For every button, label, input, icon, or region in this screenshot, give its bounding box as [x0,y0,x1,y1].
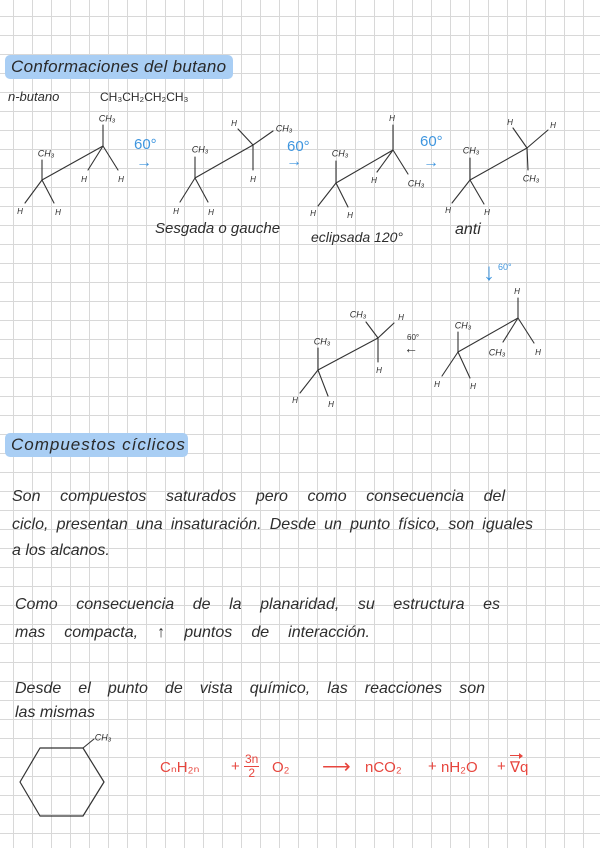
fraction-denominator: 2 [248,766,256,780]
sawhorse-projection-anti [445,118,556,217]
paragraph-line: ciclo, presentan una insaturación. Desde un punto físico, son iguales [12,516,533,533]
hydrogen-bond [527,130,548,148]
hydrogen-label: H [389,114,395,124]
sawhorse-projection-gauche [173,119,293,217]
hydrogen-bond [442,352,458,376]
sawhorse-projection-lower-left [292,309,404,409]
paragraph-line: Desde el punto de vista químico, las reacciones son [15,680,485,697]
hydrogen-label: H [55,208,61,218]
hydrogen-bond [378,323,394,338]
hydrogen-label: H [398,313,404,323]
combustion-product-water: nH₂O [441,759,478,776]
rotation-angle-label: 60° [420,133,443,150]
ring-methyl-bond [83,739,94,748]
plus-sign: + [428,758,437,775]
plus-sign: + [497,758,506,775]
rotation-arrow-right: → [286,153,302,170]
methyl-label: CH₃ [98,113,116,124]
methyl-label: CH₃ [313,336,331,347]
conformation-name-anti: anti [455,221,481,238]
hydrogen-label: H [470,382,476,392]
hydrogen-label: H [208,208,214,218]
hydrogen-bond [452,180,470,203]
methyl-label: CH₃ [488,347,506,358]
section-heading-cyclic-compounds: Compuestos cíclicos [5,433,188,457]
hydrogen-bond [103,146,118,170]
rotation-angle-label: 60° [498,262,512,272]
compound-name: n-butano [8,89,60,104]
fraction-numerator: 3n [245,752,259,766]
methyl-bond [253,131,273,145]
conformation-name-gauche: Sesgada o gauche [155,220,281,237]
hydrogen-label: H [535,348,541,358]
methyl-label: CH₃ [407,178,425,189]
paragraph-line: a los alcanos. [12,542,110,559]
yields-arrow: ⟶ [322,756,351,778]
hydrogen-label: H [328,400,334,410]
hydrogen-label: H [17,207,23,217]
hydrogen-label: H [292,396,298,406]
hydrogen-label: H [514,287,520,297]
paragraph-line: las mismas [15,704,96,721]
combustion-reactant: CₙH₂ₙ [160,759,200,776]
hydrogen-label: H [347,211,353,221]
hydrogen-label: H [118,175,124,185]
methyl-label: CH₃ [37,148,55,159]
hydrogen-label: H [376,366,382,376]
methyl-label: CH₃ [191,144,209,155]
hydrogen-label: H [484,208,490,218]
sawhorse-projection-eclipsed [310,114,425,220]
plus-sign: + [231,758,240,775]
hydrogen-bond [518,318,534,343]
hydrogen-label: H [550,121,556,131]
combustion-product-co2: nCO₂ [365,759,402,776]
methyl-label: CH₃ [331,148,349,159]
methyl-bond [366,322,378,338]
compound-formula: CH₃CH₂CH₂CH₃ [100,90,189,104]
sawhorse-projection-lower-right [434,287,541,391]
methyl-label: CH₃ [522,173,540,184]
hydrogen-bond [377,150,393,172]
hydrogen-label: H [231,119,237,129]
methyl-label: CH₃ [454,320,472,331]
hydrogen-bond [180,178,195,202]
sawhorse-projection-1 [17,113,124,217]
hydrogen-bond [470,180,484,204]
hydrogen-label: H [507,118,513,128]
methylcyclohexane-drawing [20,732,112,816]
hydrogen-bond [195,178,208,202]
rotation-angle-label: 60° [134,136,157,153]
combustion-product-heat: ∇q [510,759,529,776]
conformation-name-eclipsed: eclipsada 120° [311,229,403,245]
hydrogen-bond [318,183,336,206]
hydrogen-label: H [250,175,256,185]
methyl-label: CH₃ [349,309,367,320]
rotation-angle-label: 60° [407,333,420,342]
rotation-arrow-down: ↓ [483,259,495,286]
hydrogen-label: H [81,175,87,185]
cyclohexane-ring [20,748,104,816]
hydrogen-label: H [434,380,440,390]
paragraph-line: Son compuestos saturados pero como consecuencia del [12,488,505,505]
hydrogen-bond [238,129,253,145]
methyl-bond [393,150,408,174]
hydrogen-label: H [445,206,451,216]
hydrogen-bond [458,352,470,378]
combustion-oxygen: O₂ [272,759,290,776]
rotation-arrow-left: ← [404,340,418,356]
rotation-angle-label: 60° [287,138,310,155]
rotation-arrow-right: → [423,154,439,171]
methyl-bond [503,318,518,342]
section-heading-butane-conformations: Conformaciones del butano [5,55,233,79]
hydrogen-label: H [173,207,179,217]
hydrogen-bond [318,370,328,396]
hydrogen-bond [300,370,318,393]
oxygen-coefficient-fraction [244,753,259,780]
hydrogen-bond [25,180,42,203]
hydrogen-bond [336,183,348,207]
paragraph-line: Como consecuencia de la planaridad, su estructura es [15,596,500,613]
vector-arrow-mark [510,755,520,756]
methyl-label: CH₃ [275,123,293,134]
hydrogen-bond [513,128,527,148]
ring-methyl-label: CH₃ [94,732,112,743]
rotation-arrow-right: → [136,154,152,171]
methyl-label: CH₃ [462,145,480,156]
hydrogen-label: H [371,176,377,186]
paragraph-line: mas compacta, ↑ puntos de interacción. [15,624,370,641]
methyl-bond [527,148,528,170]
hydrogen-label: H [310,209,316,219]
hydrogen-bond [42,180,54,203]
